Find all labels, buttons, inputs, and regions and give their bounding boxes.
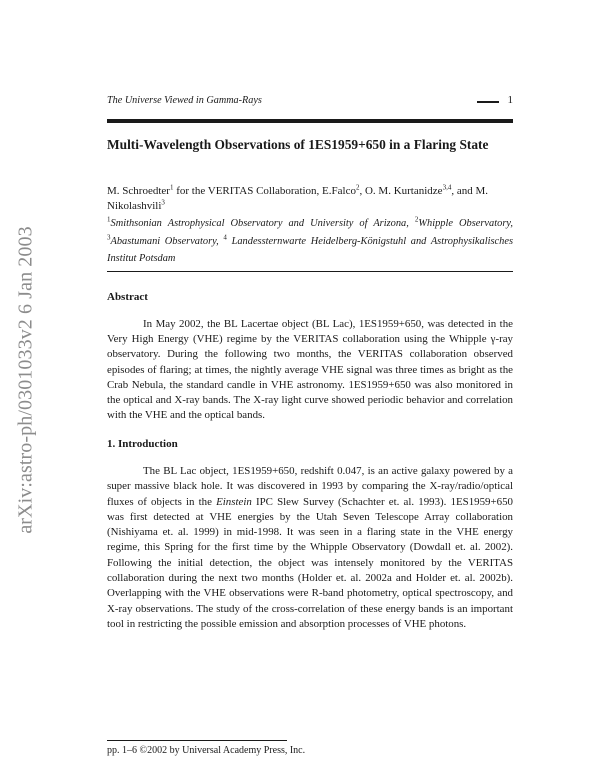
author-4: , and M. Nikolashvili xyxy=(107,185,488,213)
page-footer: pp. 1–6 ©2002 by Universal Academy Press, Inc. xyxy=(107,745,306,756)
header-rule xyxy=(107,119,513,123)
affil-2: Whipple Observatory, xyxy=(418,218,513,229)
affil-4: Landessternwarte Heidelberg-Königstuhl and Astrophysikalisches Institut Potsdam xyxy=(107,235,513,264)
arxiv-identifier: arXiv:astro-ph/0301033v2 6 Jan 2003 xyxy=(14,226,37,534)
abstract-text: In May 2002, the BL Lacertae object (BL Lac), 1ES1959+650, was detected in the Very High Energy (VHE) regime by the VERITAS collaboration using the Whipple γ-ray observatory. During the following two months, the VERITAS collaboration observed episodes of flaring; at times, the nightly average VHE signal was three times as bright as the Crab Nebula, the standard candle in VHE astronomy. 1ES1959+650 was also monitored in the optical and X-ray bands. The X-ray light curve showed periodic behavior and correlation with the VHE and the optical bands. xyxy=(107,318,513,422)
running-head xyxy=(107,95,513,111)
author-3: , O. M. Kurtanidze xyxy=(359,185,443,197)
affil-3: Abastumani Observatory, xyxy=(110,235,224,247)
running-head-dash xyxy=(477,101,499,103)
abstract-heading: Abstract xyxy=(107,291,148,303)
author-list xyxy=(107,184,513,215)
arxiv-side-stamp xyxy=(8,210,44,550)
footer-rule xyxy=(107,740,287,741)
author-3-affil: 3,4 xyxy=(442,183,452,192)
affil-2-mark: 2 xyxy=(414,215,419,224)
author-1: M. Schroedter xyxy=(107,185,170,197)
introduction-text xyxy=(107,464,513,632)
intro-part-2: IPC Slew Survey (Schachter et. al. 1993). 1ES1959+650 was first detected at VHE energies by the Utah Seven Telescope Array collaboration (Nishiyama et. al. 1999) in mid-1998. It was seen in a flaring state in the VHE energy regime, this Spring for the first time by the Whipple Observatory (Dowdall et. al. 2002). Following the initial detection, the object was intensely monitored by the VERITAS collaboration during the next two months (Holder et. al. 2002a and Holder et. al. 2002b). Overlapping with the VHE observations were R-band photometry, optical spectroscopy, and X-ray observations. The study of the cross-correlation of these energy bands is an important tool in restricting the possible emission and absorption processes of VHE photons. xyxy=(107,495,513,630)
author-2: for the VERITAS Collaboration, E.Falco xyxy=(173,185,356,197)
author-1-affil: 1 xyxy=(169,183,174,192)
paper-title: Multi-Wavelength Observations of 1ES1959+650 in a Flaring State xyxy=(107,137,489,152)
affil-4-mark: 4 xyxy=(223,233,227,242)
affil-3-mark: 3 xyxy=(107,233,111,242)
intro-einstein: Einstein xyxy=(216,495,252,508)
intro-part-1: The BL Lac object, 1ES1959+650, redshift 0.047, is an active galaxy powered by a super massive black hole. It was discovered in 1993 by comparing the X-ray/radio/optical fluxes of objects in the xyxy=(107,465,513,508)
affil-1: Smithsonian Astrophysical Observatory and University of Arizona, xyxy=(110,218,415,229)
author-2-affil: 2 xyxy=(355,183,360,192)
affil-1-mark: 1 xyxy=(107,215,111,224)
page-number: 1 xyxy=(507,94,513,106)
section-heading-introduction: 1. Introduction xyxy=(107,438,178,450)
running-head-title: The Universe Viewed in Gamma-Rays xyxy=(107,95,262,106)
affiliations xyxy=(107,215,513,268)
author-4-affil: 3 xyxy=(161,198,165,207)
affiliations-rule xyxy=(107,271,513,272)
